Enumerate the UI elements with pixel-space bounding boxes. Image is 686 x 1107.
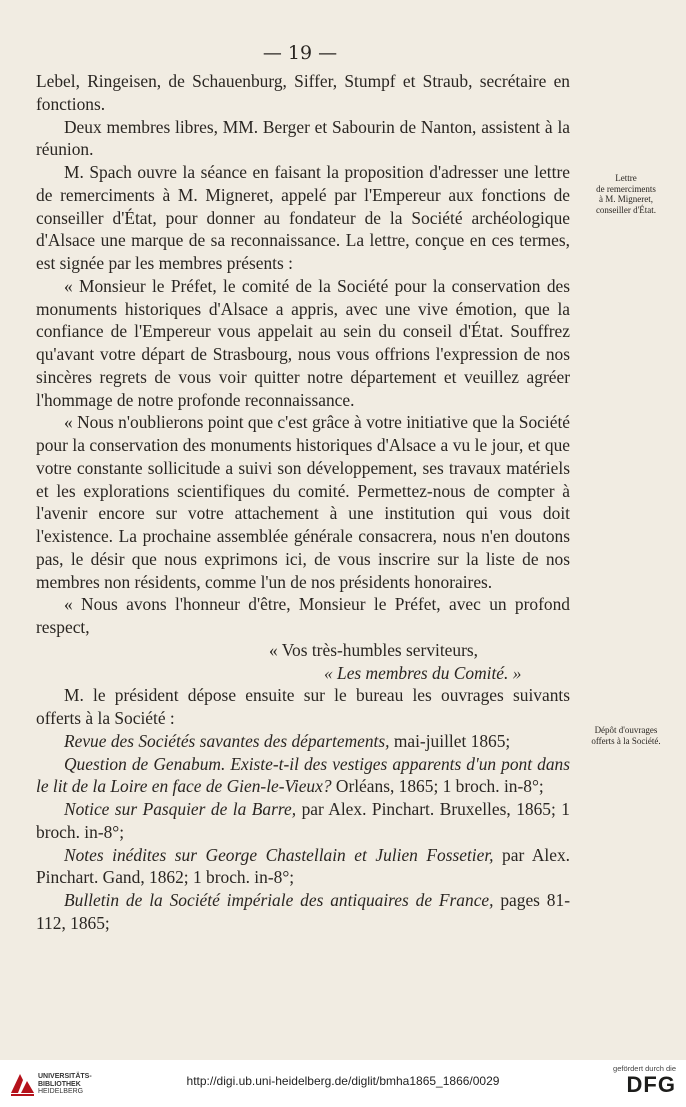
signature-line xyxy=(36,662,570,685)
dfg-logo: DFG xyxy=(626,1072,676,1097)
letter-paragraph: « Nous avons l'honneur d'être, Monsieur le Préfet, avec un profond respect, xyxy=(36,594,570,637)
note-line: de remerciments xyxy=(596,183,656,194)
work-details: pages 81-112, 1865; xyxy=(36,890,570,933)
paragraph: Deux membres libres, MM. Berger et Sabourin de Nanton, assistent à la réunion. xyxy=(36,116,570,160)
work-details: mai-juillet 1865; xyxy=(389,730,511,751)
margin-note-works xyxy=(578,725,674,746)
work-title: Notice sur Pasquier de la Barre, xyxy=(64,799,297,819)
work-entry xyxy=(36,889,570,935)
library-line: BIBLIOTHEK xyxy=(38,1080,81,1088)
library-line: UNIVERSITÄTS- xyxy=(38,1073,92,1080)
work-title: Notes inédites sur George Chastellain et Julien Fossetier, xyxy=(64,844,494,865)
sponsor-label: gefördert durch die xyxy=(613,1064,676,1073)
paragraph: Lebel, Ringeisen, de Schauenburg, Siffer, Stumpf et Straub, secrétaire en fonctions. xyxy=(36,71,570,114)
work-title: Question de Genabum. Existe-t-il des vestiges apparents d'un pont dans le lit de la Loire en face de Gien-le-Vieux? xyxy=(36,753,570,797)
page-body xyxy=(36,70,570,935)
work-entry xyxy=(36,753,570,799)
page-number: — 19 — xyxy=(262,42,338,64)
work-title: Revue des Sociétés savantes des départements, xyxy=(64,730,390,751)
work-details: par Alex. Pinchart. Gand, 1862; 1 broch. in-8°; xyxy=(36,844,570,888)
work-entry xyxy=(36,730,570,753)
work-entry xyxy=(36,798,570,844)
viewer-footer xyxy=(0,1060,686,1107)
margin-note-letter xyxy=(578,173,674,215)
note-line: Dépôt d'ouvrages xyxy=(594,725,658,735)
work-entry xyxy=(36,844,570,890)
signature-text: « Les membres du Comité. » xyxy=(324,662,522,683)
paragraph: M. le président dépose ensuite sur le bureau les ouvrages suivants offerts à la Société : xyxy=(36,685,570,728)
work-details: par Alex. Pinchart. Bruxelles, 1865; 1 broch. in-8°; xyxy=(36,799,570,842)
dfg-sponsor[interactable] xyxy=(606,1064,676,1097)
work-title: Bulletin de la Société impériale des antiquaires de France, xyxy=(64,890,494,910)
signature-line: « Vos très-humbles serviteurs, xyxy=(269,639,478,660)
note-line: à M. Migneret, xyxy=(599,194,653,204)
library-line: HEIDELBERG xyxy=(38,1088,84,1095)
letter-paragraph: « Nous n'oublierons point que c'est grâce à votre initiative que la Société pour la conservation des monuments historiques d'Alsace a vu le jour, et que votre constante sollicitude a suivi son développement, ses travaux matériels et les explorations scientifiques du comité. Permettez-nous de compter à l'avenir encore sur votre attachement à une institution qui vous doit l'existence. La prochaine assemblée générale consacrera, nous n'en doutons pas, le désir que nous exprimons ici, de vous inscrire sur la liste de nos membres non résidents, comme l'un de nos présidents honoraires. xyxy=(36,412,570,592)
permalink-url[interactable]: http://digi.ub.uni-heidelberg.de/diglit/bmha1865_1866/0029 xyxy=(186,1074,500,1088)
work-details: Orléans, 1865; 1 broch. in-8°; xyxy=(331,776,544,797)
paragraph: M. Spach ouvre la séance en faisant la proposition d'adresser une lettre de remerciments à M. Migneret, appelé par l'Empereur aux fonctions de conseiller d'État, pour donner au fondateur de la Société archéologique d'Alsace une marque de sa reconnaissance. La lettre, conçue en ces termes, est signée par les membres présents : xyxy=(36,162,570,273)
note-line: Lettre xyxy=(615,173,637,183)
letter-paragraph: « Monsieur le Préfet, le comité de la Société pour la conservation des monuments historiques d'Alsace a appris, avec une vive émotion, que la confiance de l'Empereur vous appelait au sein du conseil d'État. Souffrez qu'avant votre départ de Strasbourg, nous vous offrions l'expression de nos sincères regrets de vous voir quitter notre département et veuillez agréer l'hommage de notre profonde reconnaissance. xyxy=(36,275,570,410)
note-line: offerts à la Société. xyxy=(591,735,661,746)
note-line: conseiller d'État. xyxy=(595,204,657,215)
